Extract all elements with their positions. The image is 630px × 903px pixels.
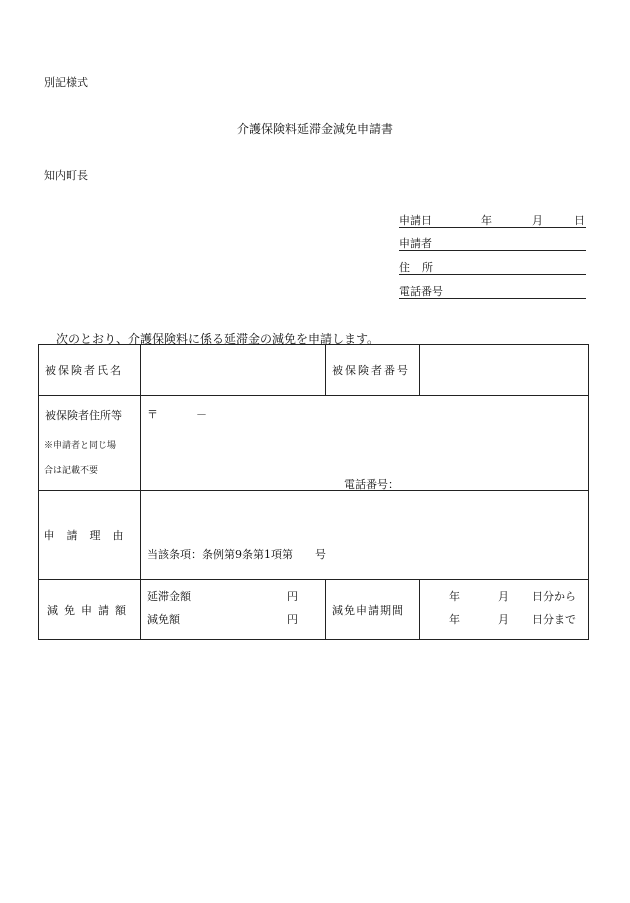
late-fee-label: 延滞金額 [147, 590, 191, 603]
period-to-month: 月 [498, 613, 509, 626]
insured-number-label: 被保険者番号 [326, 345, 420, 396]
address-note-line-1: ※申請者と同じ場 [44, 441, 117, 451]
insured-address-label: 被保険者住所等 [45, 409, 122, 422]
address-phone-label: 電話番号： [344, 478, 399, 491]
period-to-row [420, 611, 589, 625]
address-note-line-2: 合は記載不要 [44, 466, 99, 476]
insured-name-field[interactable] [141, 345, 326, 396]
application-date-line[interactable] [399, 212, 586, 228]
reduction-period-field[interactable] [420, 580, 589, 640]
insured-name-label: 被保険者氏名 [39, 345, 141, 396]
applicant-address-label [399, 259, 433, 275]
postal-code-dash: － [196, 408, 207, 421]
postal-mark-icon: 〒 [147, 408, 158, 421]
reason-field[interactable] [141, 491, 589, 580]
period-to-day: 日分まで [532, 613, 576, 626]
reduction-yen: 円 [287, 613, 298, 626]
table-row [39, 345, 589, 396]
table-row [39, 580, 589, 640]
table-row [39, 396, 589, 491]
late-fee-row [147, 588, 297, 604]
late-fee-yen: 円 [287, 590, 298, 603]
address-label-char-2: 所 [422, 261, 433, 274]
applicant-name-line[interactable] [399, 235, 586, 251]
reduction-amount-label: 減免申請額 [39, 580, 141, 640]
address-label-char-1: 住 [399, 261, 410, 274]
insured-number-field[interactable] [420, 345, 589, 396]
date-day-label: 日 [574, 214, 585, 227]
applicant-address-line[interactable] [399, 259, 586, 275]
period-from-row [420, 588, 589, 602]
table-row [39, 491, 589, 580]
reduction-row [147, 611, 297, 627]
applicant-phone-line[interactable] [399, 283, 586, 299]
application-date-label: 申請日 [399, 214, 432, 227]
period-to-year: 年 [449, 613, 460, 626]
period-from-day: 日分から [532, 590, 576, 603]
form-type-label: 別記様式 [44, 76, 88, 89]
reduction-label: 減免額 [147, 613, 180, 626]
insured-address-field[interactable] [141, 396, 589, 491]
reason-label: 申請理由 [39, 491, 141, 580]
application-table [38, 344, 589, 640]
date-month-label: 月 [532, 214, 543, 227]
reduction-amount-field[interactable] [141, 580, 326, 640]
applicant-label: 申請者 [399, 237, 432, 250]
period-from-year: 年 [449, 590, 460, 603]
recipient: 知内町長 [44, 169, 88, 182]
applicable-clause: 当該条項：条例第9条第1項第 号 [147, 548, 326, 561]
date-year-label: 年 [481, 214, 492, 227]
applicant-phone-label: 電話番号 [399, 285, 443, 298]
period-from-month: 月 [498, 590, 509, 603]
reduction-period-label: 減免申請期間 [326, 580, 420, 640]
insured-address-label-cell [39, 396, 141, 491]
intro-statement: 次のとおり、介護保険料に係る延滞金の減免を申請します。 [56, 332, 380, 346]
document-title: 介護保険料延滞金減免申請書 [236, 122, 393, 136]
